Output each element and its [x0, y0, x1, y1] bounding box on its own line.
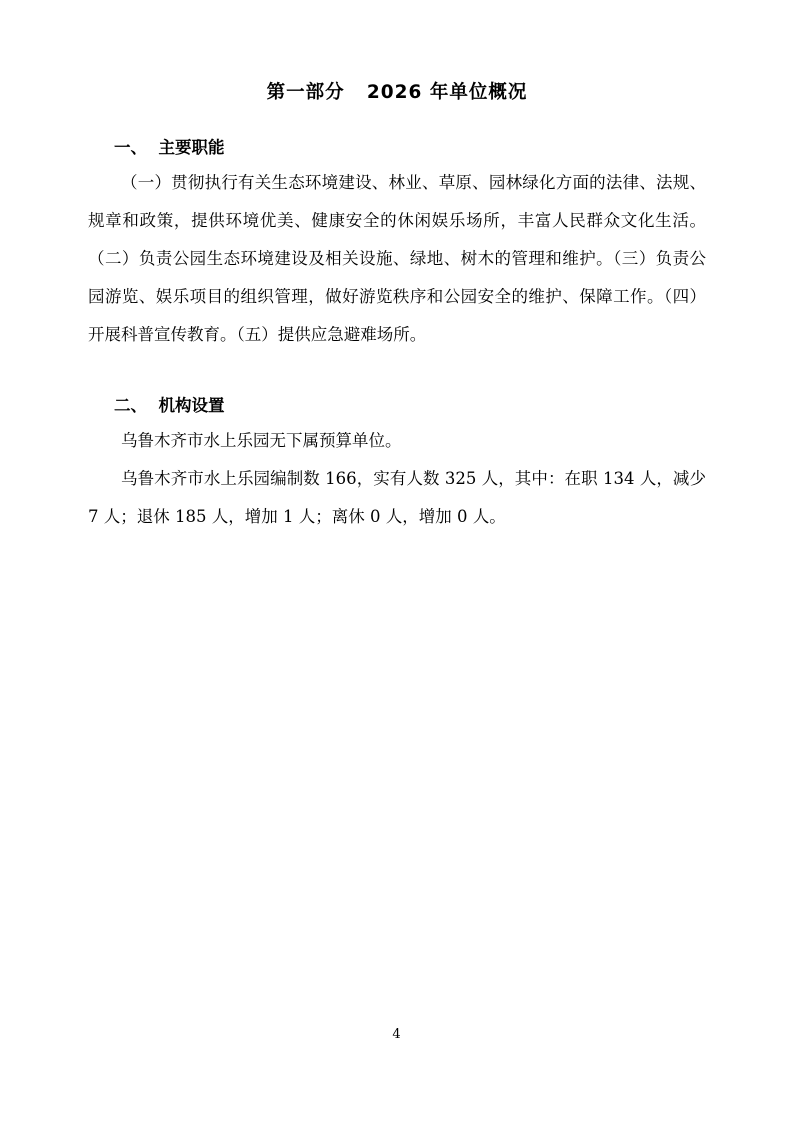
document-body [88, 78, 706, 536]
paragraph-main-duties: （一）贯彻执行有关生态环境建设、林业、草原、园林绿化方面的法律、法规、规章和政策，提供环境优美、健康安全的休闲娱乐场所，丰富人民群众文化生活。（二）负责公园生态环境建设及相关设施、绿地、树木的管理和维护。（三）负责公园游览、娱乐项目的组织管理，做好游览秩序和公园安全的维护、保障工作。（四）开展科普宣传教育。（五）提供应急避难场所。 [88, 173, 706, 344]
section-heading-organization: 二、 机构设置 [114, 396, 225, 415]
paragraph-staffing-numbers: 乌鲁木齐市水上乐园编制数 166，实有人数 325 人，其中：在职 134 人，减少 7 人；退休 185 人，增加 1 人；离休 0 人，增加 0 人。 [88, 469, 706, 526]
page-number: 4 [392, 1027, 401, 1042]
page-title: 第一部分 2026 年单位概况 [266, 82, 528, 103]
section-spacer [88, 354, 706, 392]
section-heading-main-duties: 一、 主要职能 [114, 138, 225, 157]
paragraph-no-subordinate-units: 乌鲁木齐市水上乐园无下属预算单位。 [121, 431, 402, 450]
